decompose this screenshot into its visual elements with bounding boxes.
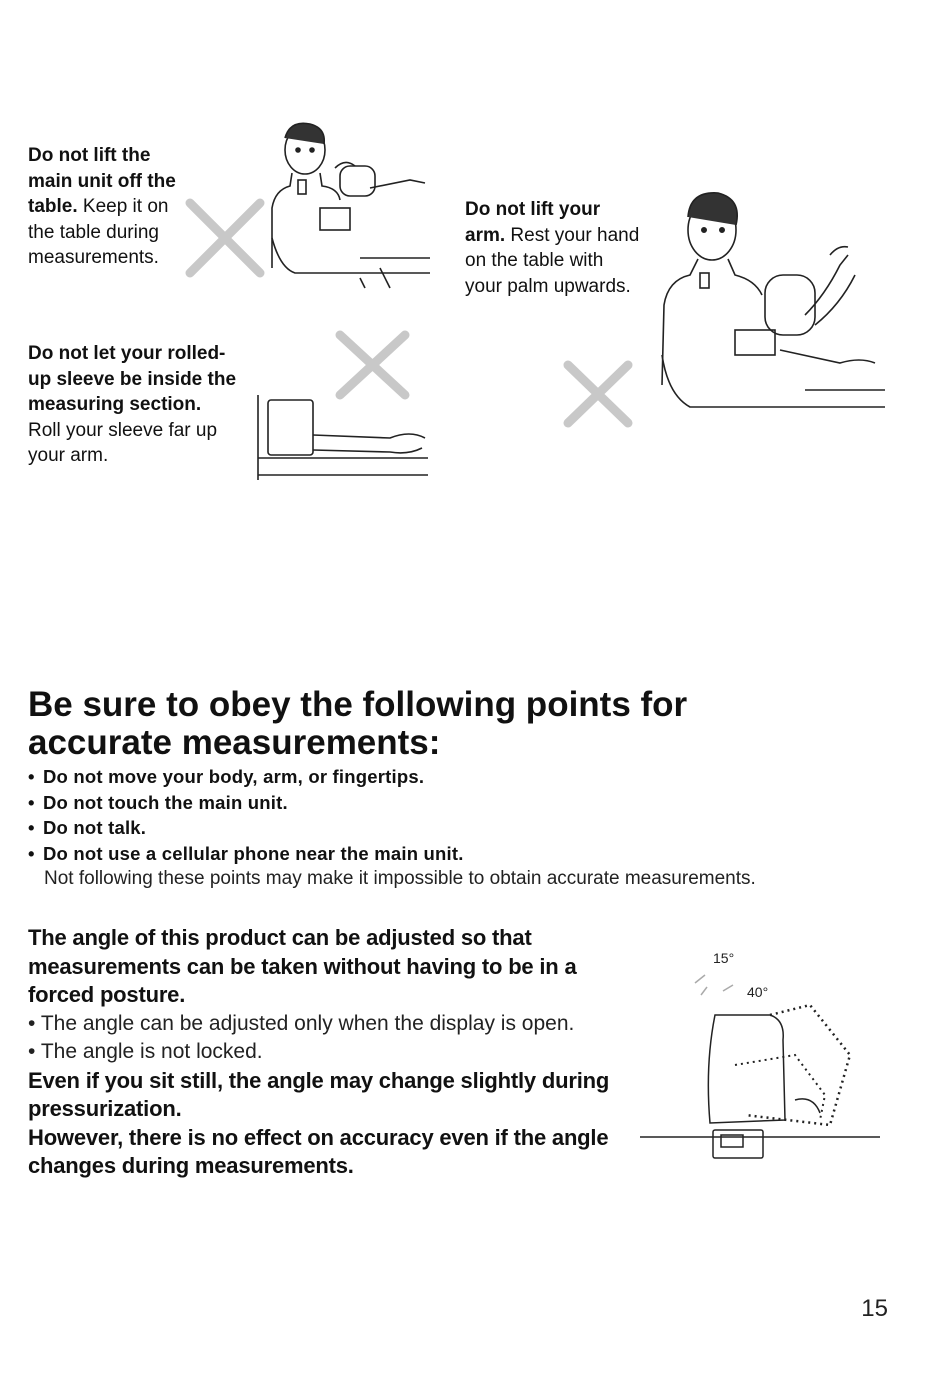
angle-section (28, 924, 648, 1181)
list-item: • Do not talk. (28, 817, 147, 838)
bullet-note: Not following these points may make it impossible to obtain accurate measurements. (44, 868, 756, 889)
warning-bold: Do not lift the main unit off the table. (28, 145, 176, 217)
angle-intro: The angle of this product can be adjusted so that measurements can be taken without having to be in a forced posture. (28, 925, 577, 1007)
angle-diagram (635, 945, 885, 1165)
illustration-lift-unit (180, 118, 440, 293)
warning-text: Roll your sleeve far up your arm. (28, 419, 218, 466)
list-item: • The angle is not locked. (28, 1040, 263, 1063)
measurement-rules (28, 764, 928, 892)
angle-label-15: 15° (713, 950, 735, 966)
warning-lift-unit (28, 143, 188, 271)
list-item: • The angle can be adjusted only when the display is open. (28, 1011, 575, 1035)
x-mark-icon (340, 335, 405, 395)
illustration-sleeve (240, 320, 440, 485)
illustration-lift-arm (540, 185, 890, 435)
angle-label-40: 40° (747, 984, 769, 1000)
warning-bold: Do not let your rolled-up sleeve be inside the measuring section. (28, 343, 237, 415)
x-mark-icon (190, 203, 260, 273)
warning-text: Rest your hand on the table with your palm upwards. (465, 224, 640, 297)
page-number: 15 (861, 1295, 888, 1322)
list-item: • Do not move your body, arm, or fingertips. (28, 766, 425, 787)
list-item: • Do not use a cellular phone near the main unit. (28, 842, 464, 864)
warning-text: Keep it on the table during measurements. (28, 196, 169, 268)
x-mark-icon (568, 365, 628, 423)
angle-note-1: Even if you sit still, the angle may change slightly during pressurization. (28, 1067, 610, 1121)
angle-note-2: However, there is no effect on accuracy even if the angle changes during measurements. (28, 1124, 609, 1178)
warning-sleeve (28, 341, 238, 469)
warning-bold: Do not lift your arm. (465, 199, 601, 246)
list-item: • Do not touch the main unit. (28, 791, 288, 813)
page-title: Be sure to obey the following points for accurate measurements: (28, 685, 688, 762)
